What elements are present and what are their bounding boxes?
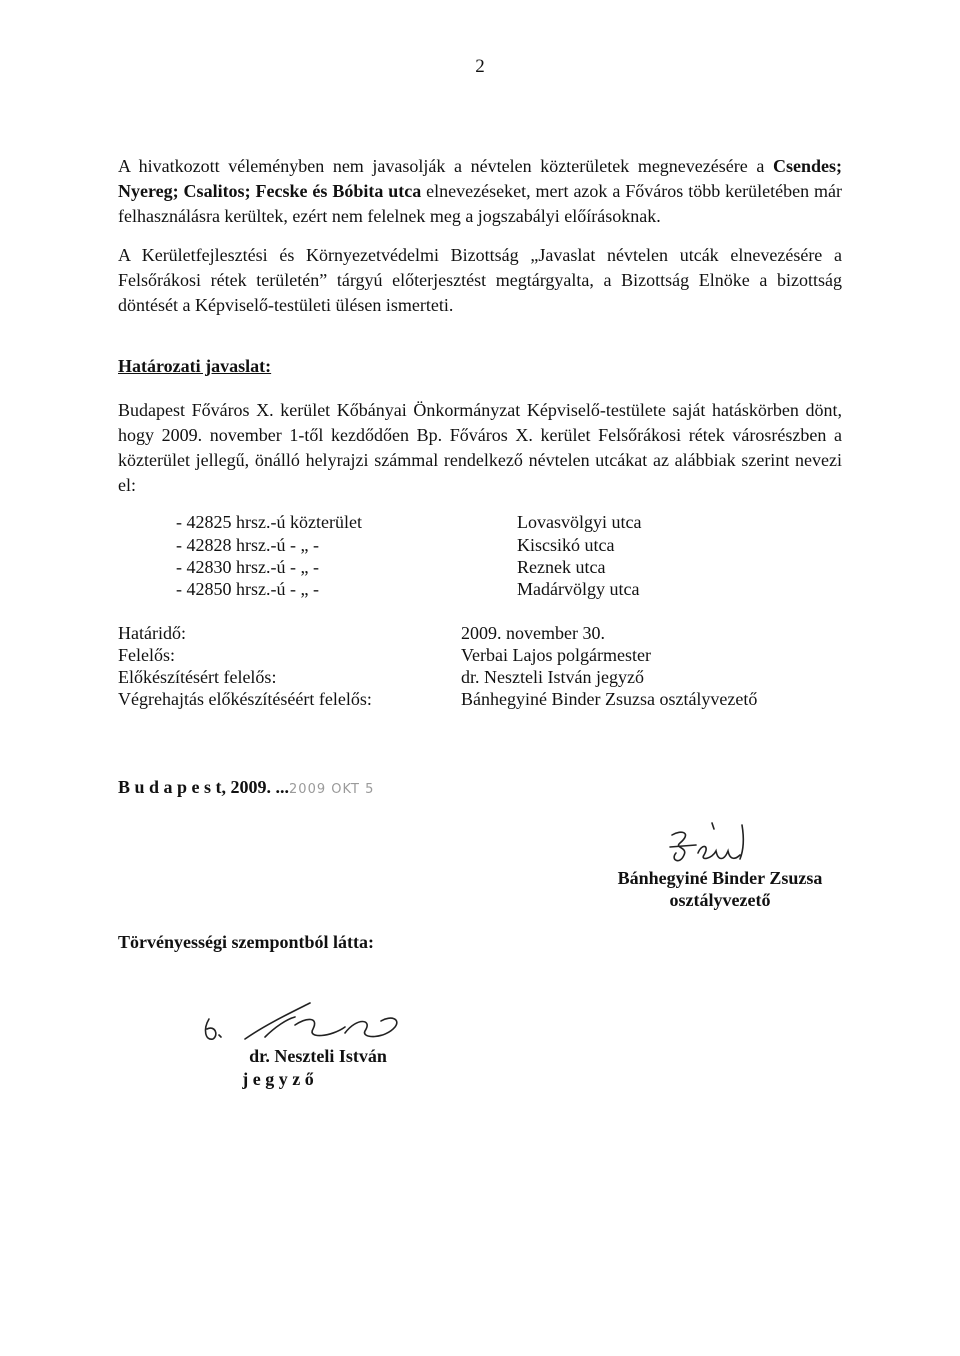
paragraph-resolution: Budapest Főváros X. kerület Kőbányai Önkormányzat Képviselő-testülete saját hatáskörben dönt, hogy 2009. november 1-től kezdődően Bp. Főváros X. kerület Felsőrákosi rétek városrészben a közterület jellegű, önálló helyrajzi számmal rendelkező névtelen utcákat az alábbiak szerint nevezi el: xyxy=(118,400,842,495)
street-parcel: - 42825 hrsz.-ú közterület xyxy=(176,512,362,532)
signature-1 xyxy=(640,815,770,875)
street-name: Madárvölgy utca xyxy=(517,579,640,599)
place-date xyxy=(118,777,374,798)
deadline-label: Határidő: xyxy=(118,623,186,643)
paragraph-committee: A Kerületfejlesztési és Környezetvédelmi Bizottság „Javaslat névtelen utcák elnevezésére a Felsőrákosi rétek területén” tárgyú előterjesztést megtárgyalta, a Bizottság Elnöke a bizottság döntését a Képviselő-testületi ülésen ismerteti. xyxy=(118,245,842,315)
resolution-heading: Határozati javaslat: xyxy=(118,356,272,376)
page-number: 2 xyxy=(475,56,485,77)
street-parcel: - 42828 hrsz.-ú - „ - xyxy=(176,535,319,555)
deadline-value: 2009. november 30. xyxy=(461,623,605,643)
paragraph-opinion-start: A hivatkozott véleményben nem javasolják a névtelen közterületek megnevezésére a xyxy=(118,156,773,176)
signer2-title: j e g y z ő xyxy=(242,1069,314,1089)
street-name: Reznek utca xyxy=(517,557,606,577)
preparation-value: dr. Neszteli István jegyző xyxy=(461,667,644,687)
rejected-street-names: Csendes; Nyereg; Csalitos; Fecske és Bóbita utca xyxy=(118,156,842,201)
place-date-text: B u d a p e s t, 2009. ... xyxy=(118,777,290,797)
paragraph-opinion xyxy=(118,154,842,229)
responsible-value: Verbai Lajos polgármester xyxy=(461,645,651,665)
signer2-name: dr. Neszteli István xyxy=(249,1046,387,1066)
street-parcel: - 42850 hrsz.-ú - „ - xyxy=(176,579,319,599)
responsible-label: Felelős: xyxy=(118,645,175,665)
signer1-name: Bánhegyiné Binder Zsuzsa xyxy=(617,868,823,888)
street-name: Lovasvölgyi utca xyxy=(517,512,642,532)
execution-label: Végrehajtás előkészítéséért felelős: xyxy=(118,689,372,709)
legality-review-label: Törvényességi szempontból látta: xyxy=(118,932,374,952)
paragraph-opinion-end: elnevezéseket, mert azok a Főváros több kerületében már felhasználásra kerültek, ezért nem felelnek meg a jogszabályi előírásoknak. xyxy=(118,181,842,226)
date-stamp: 2009 OKT 5 xyxy=(289,782,375,797)
street-name: Kiscsikó utca xyxy=(517,535,615,555)
preparation-label: Előkészítésért felelős: xyxy=(118,667,277,687)
signer1-title: osztályvezető xyxy=(669,890,771,910)
execution-value: Bánhegyiné Binder Zsuzsa osztályvezető xyxy=(461,689,758,709)
street-parcel: - 42830 hrsz.-ú - „ - xyxy=(176,557,319,577)
